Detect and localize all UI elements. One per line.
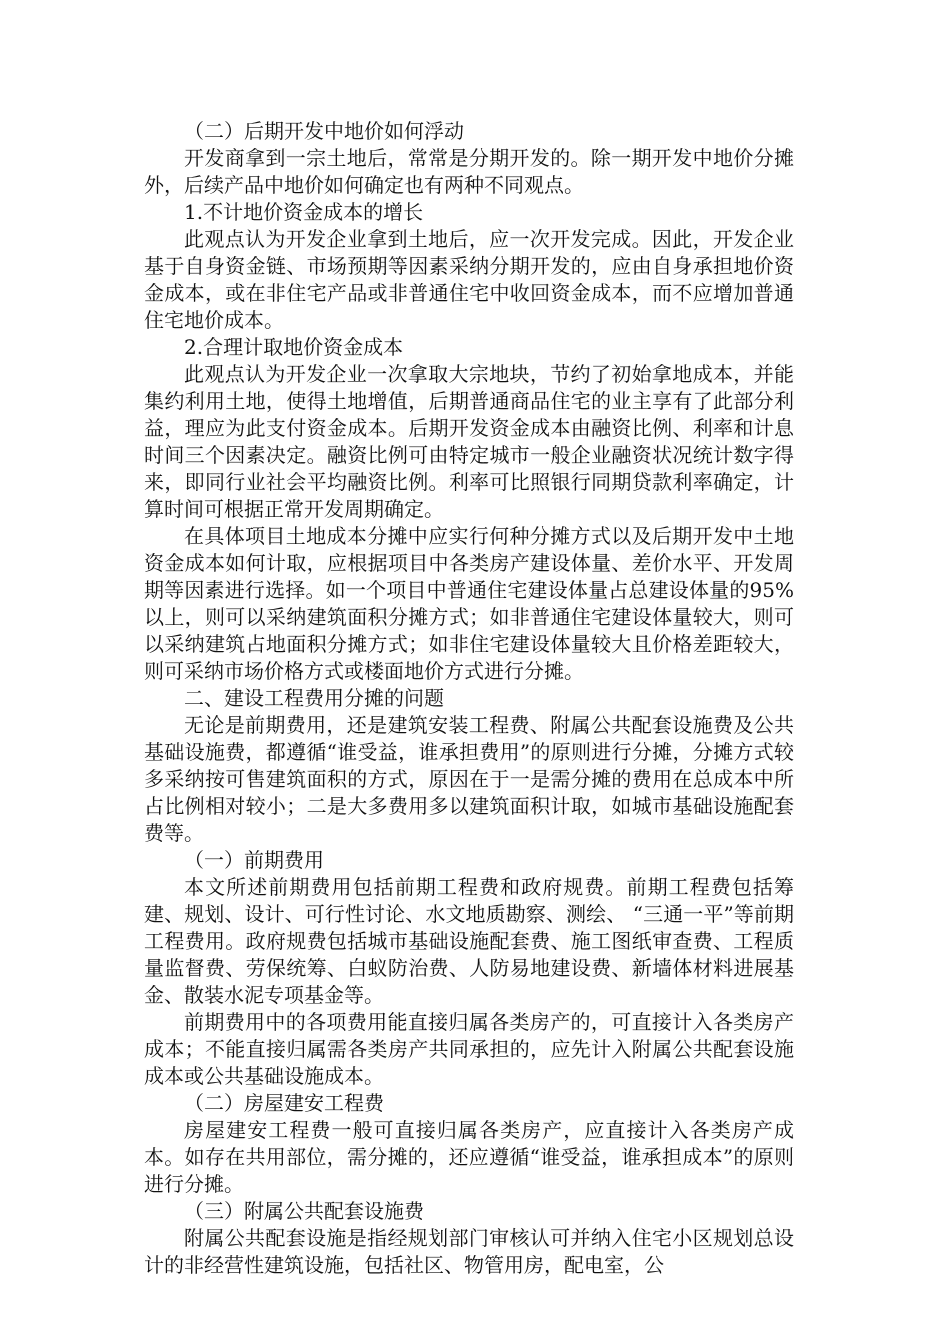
paragraph: 开发商拿到一宗土地后，常常是分期开发的。除一期开发中地价分摊外，后续产品中地价如何确定也有两种不同观点。 <box>144 146 794 197</box>
paragraph: 无论是前期费用，还是建筑安装工程费、附属公共配套设施费及公共基础设施费，都遵循“谁受益，谁承担费用”的原则进行分摊，分摊方式较多采纳按可售建筑面积的方式，原因在于一是需分摊的费用在总成本中所占比例相对较小；二是大多费用多以建筑面积计取，如城市基础设施配套费等。 <box>144 713 794 845</box>
paragraph: 房屋建安工程费一般可直接归属各类房产，应直接计入各类房产成本。如存在共用部位，需分摊的，还应遵循“谁受益，谁承担成本”的原则进行分摊。 <box>144 1118 794 1196</box>
section-heading-preliminary-fees: （一）前期费用 <box>184 848 324 872</box>
subheading-reasonable-capital-cost: 2.合理计取地价资金成本 <box>184 335 404 359</box>
subheading-no-capital-cost: 1.不计地价资金成本的增长 <box>184 200 424 224</box>
paragraph: 前期费用中的各项费用能直接归属各类房产的，可直接计入各类房产成本；不能直接归属需各类房产共同承担的，应先计入附属公共配套设施成本或公共基础设施成本。 <box>144 1010 794 1088</box>
section-heading-construction-cost: 二、建设工程费用分摊的问题 <box>184 686 444 710</box>
document-body <box>144 118 794 1279</box>
section-heading-public-facilities: （三）附属公共配套设施费 <box>184 1199 424 1223</box>
paragraph: 附属公共配套设施是指经规划部门审核认可并纳入住宅小区规划总设计的非经营性建筑设施，包括社区、物管用房，配电室，公 <box>144 1226 794 1277</box>
paragraph: 此观点认为开发企业拿到土地后，应一次开发完成。因此，开发企业基于自身资金链、市场预期等因素采纳分期开发的，应由自身承担地价资金成本，或在非住宅产品或非普通住宅中收回资金成本，而不应增加普通住宅地价成本。 <box>144 227 794 332</box>
paragraph: 本文所述前期费用包括前期工程费和政府规费。前期工程费包括筹建、规划、设计、可行性讨论、水文地质勘察、测绘、 “三通一平”等前期工程费用。政府规费包括城市基础设施配套费、施工图纸审查费、工程质量监督费、劳保统筹、白蚁防治费、人防易地建设费、新墙体材料进展基金、散装水泥专项基金等。 <box>144 875 794 1007</box>
paragraph: 此观点认为开发企业一次拿取大宗地块，节约了初始拿地成本，并能集约利用土地，使得土地增值，后期普通商品住宅的业主享有了此部分利益，理应为此支付资金成本。后期开发资金成本由融资比例、利率和计息时间三个因素决定。融资比例可由特定城市一般企业融资状况统计数字得来，即同行业社会平均融资比例。利率可比照银行同期贷款利率确定，计算时间可根据正常开发周期确定。 <box>144 362 794 521</box>
paragraph: 在具体项目土地成本分摊中应实行何种分摊方式以及后期开发中土地资金成本如何计取，应根据项目中各类房产建设体量、差价水平、开发周期等因素进行选择。如一个项目中普通住宅建设体量占总建设体量的95%以上，则可以采纳建筑面积分摊方式；如非普通住宅建设体量较大，则可以采纳建筑占地面积分摊方式；如非住宅建设体量较大且价格差距较大，则可采纳市场价格方式或楼面地价方式进行分摊。 <box>144 524 794 683</box>
section-heading-building-installation: （二）房屋建安工程费 <box>184 1091 384 1115</box>
section-heading-land-price-later-phase: （二）后期开发中地价如何浮动 <box>184 119 464 143</box>
